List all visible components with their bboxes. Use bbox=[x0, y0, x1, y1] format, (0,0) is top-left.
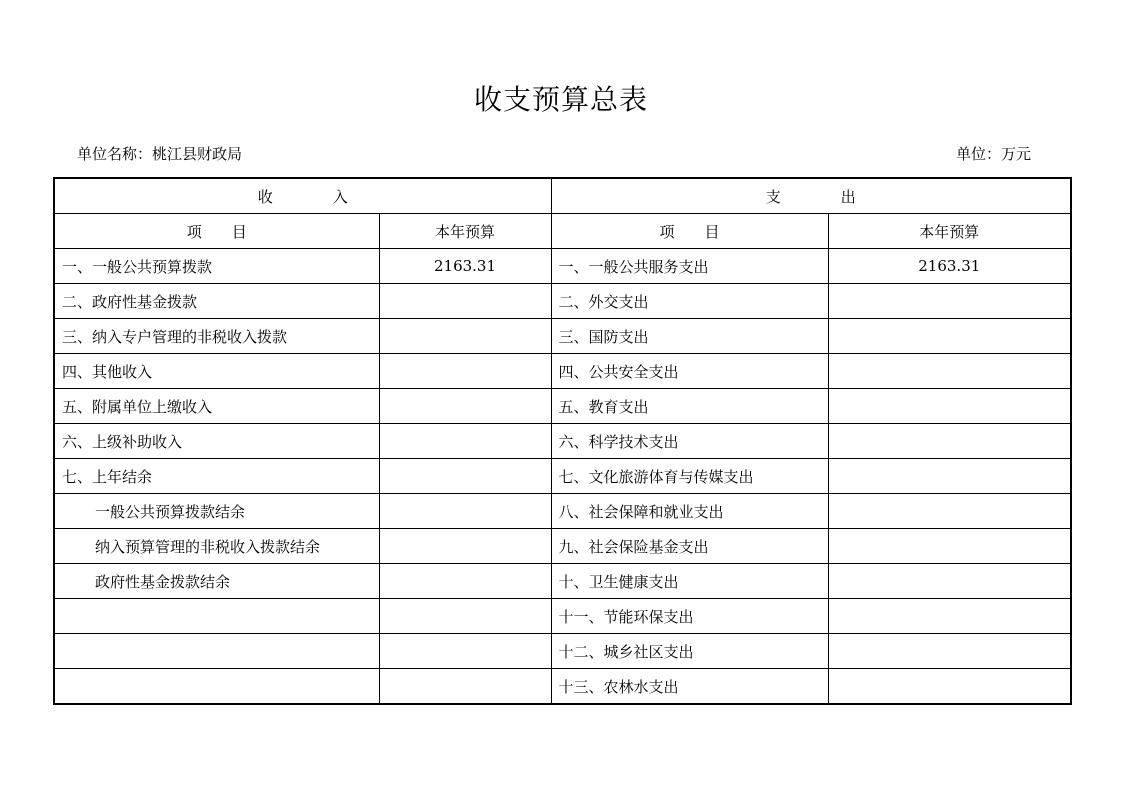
income-budget-cell bbox=[379, 284, 551, 319]
budget-table bbox=[53, 177, 1072, 705]
table-row bbox=[54, 354, 1071, 389]
table-row bbox=[54, 249, 1071, 284]
income-item-cell: 四、其他收入 bbox=[54, 354, 379, 389]
income-item-cell bbox=[54, 669, 379, 705]
expense-budget-cell bbox=[828, 354, 1071, 389]
expense-budget-header: 本年预算 bbox=[828, 214, 1071, 249]
income-header: 收 入 bbox=[54, 178, 551, 214]
unit-label: 单位：万元 bbox=[956, 145, 1032, 163]
income-item-cell bbox=[54, 634, 379, 669]
expense-item-cell: 十二、城乡社区支出 bbox=[551, 634, 828, 669]
expense-header: 支 出 bbox=[551, 178, 1071, 214]
expense-budget-cell bbox=[828, 459, 1071, 494]
expense-item-cell: 三、国防支出 bbox=[551, 319, 828, 354]
income-item-cell: 一、一般公共预算拨款 bbox=[54, 249, 379, 284]
table-row bbox=[54, 494, 1071, 529]
expense-budget-cell bbox=[828, 669, 1071, 705]
income-budget-cell bbox=[379, 424, 551, 459]
expense-item-cell: 五、教育支出 bbox=[551, 389, 828, 424]
expense-budget-cell bbox=[828, 424, 1071, 459]
page-title: 收支预算总表 bbox=[473, 83, 648, 116]
expense-item-cell: 八、社会保障和就业支出 bbox=[551, 494, 828, 529]
income-item-cell: 纳入预算管理的非税收入拨款结余 bbox=[54, 529, 379, 564]
table-row bbox=[54, 669, 1071, 705]
expense-budget-cell bbox=[828, 564, 1071, 599]
income-item-cell: 五、附属单位上缴收入 bbox=[54, 389, 379, 424]
expense-budget-cell bbox=[828, 599, 1071, 634]
expense-item-header: 项 目 bbox=[551, 214, 828, 249]
income-item-cell: 三、纳入专户管理的非税收入拨款 bbox=[54, 319, 379, 354]
income-budget-cell bbox=[379, 634, 551, 669]
income-budget-cell bbox=[379, 529, 551, 564]
income-budget-cell bbox=[379, 494, 551, 529]
expense-budget-cell bbox=[828, 529, 1071, 564]
table-row bbox=[54, 389, 1071, 424]
table-row bbox=[54, 284, 1071, 319]
section-header-row bbox=[54, 178, 1071, 214]
income-budget-cell bbox=[379, 599, 551, 634]
expense-budget-cell: 2163.31 bbox=[828, 249, 1071, 284]
expense-budget-cell bbox=[828, 284, 1071, 319]
expense-item-cell: 七、文化旅游体育与传媒支出 bbox=[551, 459, 828, 494]
table-row bbox=[54, 599, 1071, 634]
income-item-cell: 六、上级补助收入 bbox=[54, 424, 379, 459]
table-row bbox=[54, 424, 1071, 459]
column-header-row bbox=[54, 214, 1071, 249]
table-row bbox=[54, 319, 1071, 354]
income-item-cell: 七、上年结余 bbox=[54, 459, 379, 494]
income-budget-cell bbox=[379, 669, 551, 705]
income-budget-header: 本年预算 bbox=[379, 214, 551, 249]
income-budget-cell bbox=[379, 354, 551, 389]
table-row bbox=[54, 634, 1071, 669]
income-item-cell bbox=[54, 599, 379, 634]
unit-name: 单位名称：桃江县财政局 bbox=[77, 145, 243, 163]
income-budget-cell bbox=[379, 459, 551, 494]
table-row bbox=[54, 529, 1071, 564]
expense-item-cell: 六、科学技术支出 bbox=[551, 424, 828, 459]
expense-item-cell: 四、公共安全支出 bbox=[551, 354, 828, 389]
income-budget-cell bbox=[379, 319, 551, 354]
income-item-header: 项 目 bbox=[54, 214, 379, 249]
expense-item-cell: 十、卫生健康支出 bbox=[551, 564, 828, 599]
table-row bbox=[54, 564, 1071, 599]
expense-budget-cell bbox=[828, 494, 1071, 529]
expense-item-cell: 九、社会保险基金支出 bbox=[551, 529, 828, 564]
income-budget-cell bbox=[379, 389, 551, 424]
income-item-cell: 二、政府性基金拨款 bbox=[54, 284, 379, 319]
income-item-cell: 政府性基金拨款结余 bbox=[54, 564, 379, 599]
expense-item-cell: 十三、农林水支出 bbox=[551, 669, 828, 705]
expense-budget-cell bbox=[828, 634, 1071, 669]
income-budget-cell bbox=[379, 564, 551, 599]
expense-item-cell: 二、外交支出 bbox=[551, 284, 828, 319]
expense-budget-cell bbox=[828, 319, 1071, 354]
income-budget-cell: 2163.31 bbox=[379, 249, 551, 284]
expense-item-cell: 十一、节能环保支出 bbox=[551, 599, 828, 634]
income-item-cell: 一般公共预算拨款结余 bbox=[54, 494, 379, 529]
expense-budget-cell bbox=[828, 389, 1071, 424]
expense-item-cell: 一、一般公共服务支出 bbox=[551, 249, 828, 284]
table-row bbox=[54, 459, 1071, 494]
